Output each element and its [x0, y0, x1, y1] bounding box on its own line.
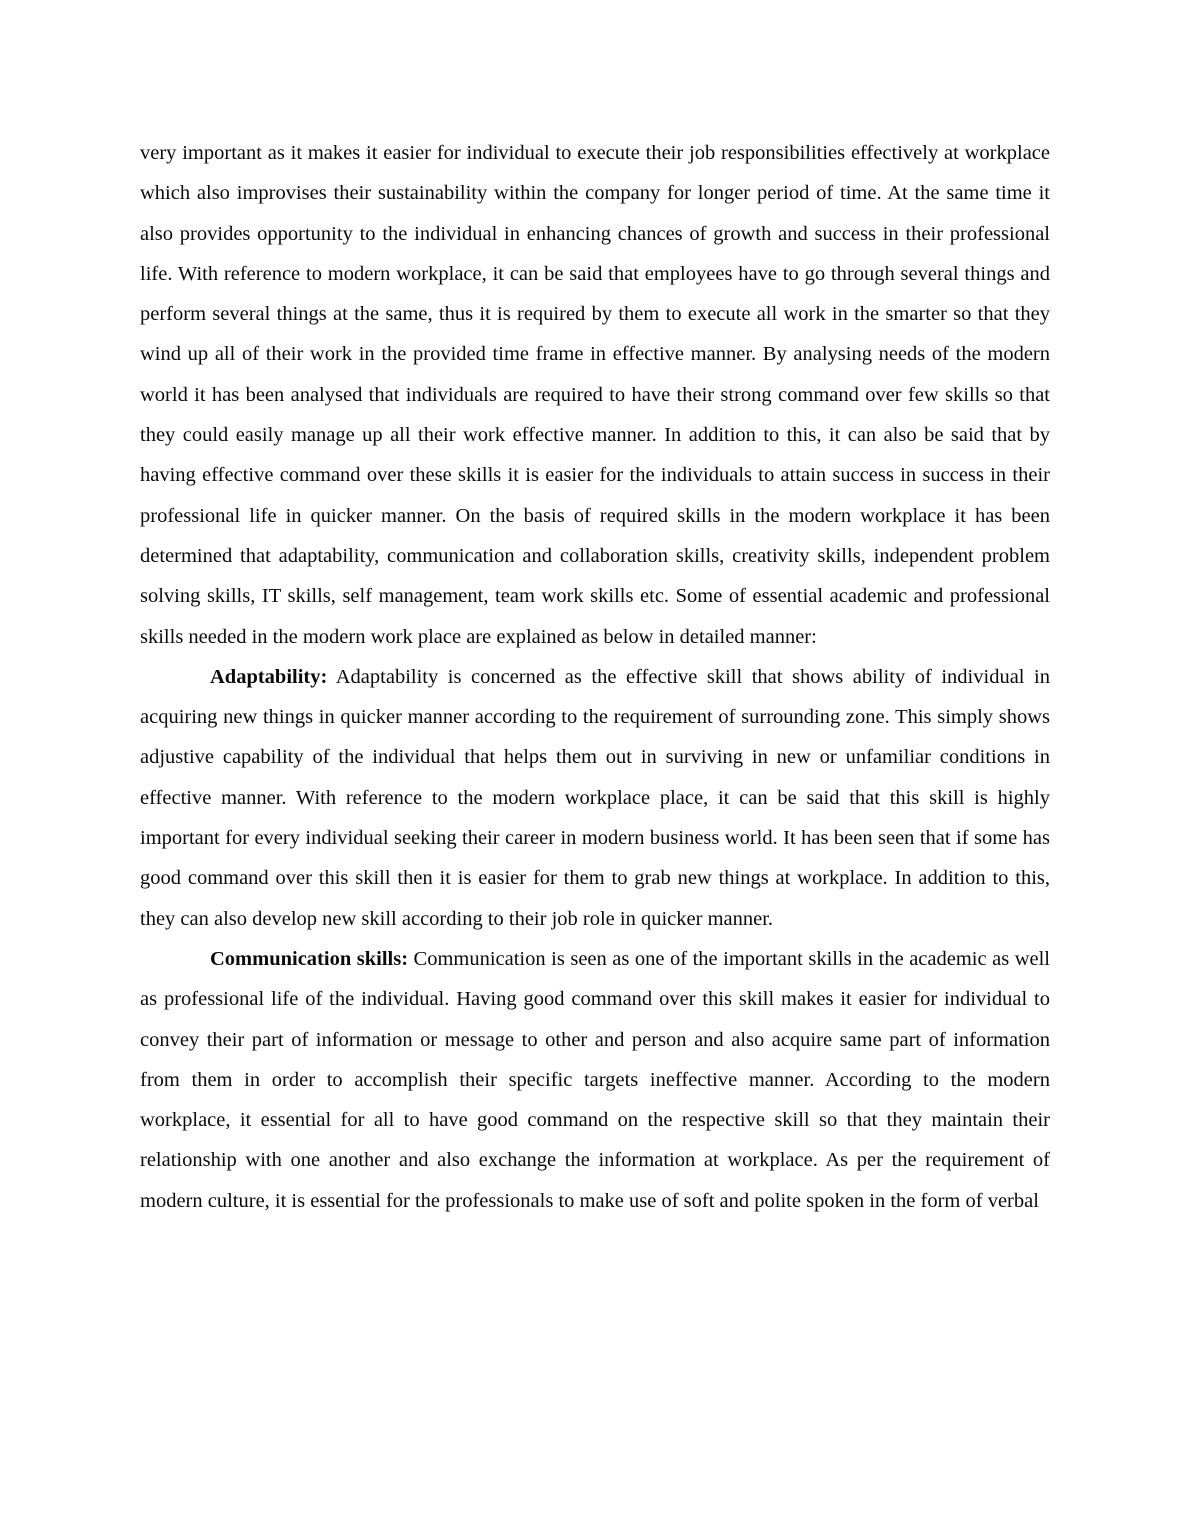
- paragraph-lead-label: Adaptability:: [210, 665, 328, 688]
- paragraph-continuation: [140, 133, 1050, 657]
- paragraph-communication-skills: [140, 939, 1050, 1221]
- body-text-column: [140, 133, 1050, 1221]
- paragraph-body: very important as it makes it easier for individual to execute their job responsibilities effectively at workplace which also improvises their sustainability within the company for longer period of time. At the same time it also provides opportunity to the individual in enhancing chances of growth and success in their professional life. With reference to modern workplace, it can be said that employees have to go through several things and perform several things at the same, thus it is required by them to execute all work in the smarter so that they wind up all of their work in the provided time frame in effective manner. By analysing needs of the modern world it has been analysed that individuals are required to have their strong command over few skills so that they could easily manage up all their work effective manner. In addition to this, it can also be said that by having effective command over these skills it is easier for the individuals to attain success in success in their professional life in quicker manner. On the basis of required skills in the modern workplace it has been determined that adaptability, communication and collaboration skills, creativity skills, independent problem solving skills, IT skills, self management, team work skills etc. Some of essential academic and professional skills needed in the modern work place are explained as below in detailed manner:: [140, 142, 1050, 648]
- paragraph-body: Adaptability is concerned as the effective skill that shows ability of individual in acquiring new things in quicker manner according to the requirement of surrounding zone. This simply shows adjustive capability of the individual that helps them out in surviving in new or unfamiliar conditions in effective manner. With reference to the modern workplace place, it can be said that this skill is highly important for every individual seeking their career in modern business world. It has been seen that if some has good command over this skill then it is easier for them to grab new things at workplace. In addition to this, they can also develop new skill according to their job role in quicker manner.: [140, 665, 1050, 930]
- paragraph-body: Communication is seen as one of the important skills in the academic as well as professional life of the individual. Having good command over this skill makes it easier for individual to convey their part of information or message to other and person and also acquire same part of information from them in order to accomplish their specific targets ineffective manner. According to the modern workplace, it essential for all to have good command on the respective skill so that they maintain their relationship with one another and also exchange the information at workplace. As per the requirement of modern culture, it is essential for the professionals to make use of soft and polite spoken in the form of verbal: [140, 947, 1050, 1212]
- paragraph-lead-label: Communication skills:: [210, 947, 409, 970]
- paragraph-adaptability: [140, 657, 1050, 939]
